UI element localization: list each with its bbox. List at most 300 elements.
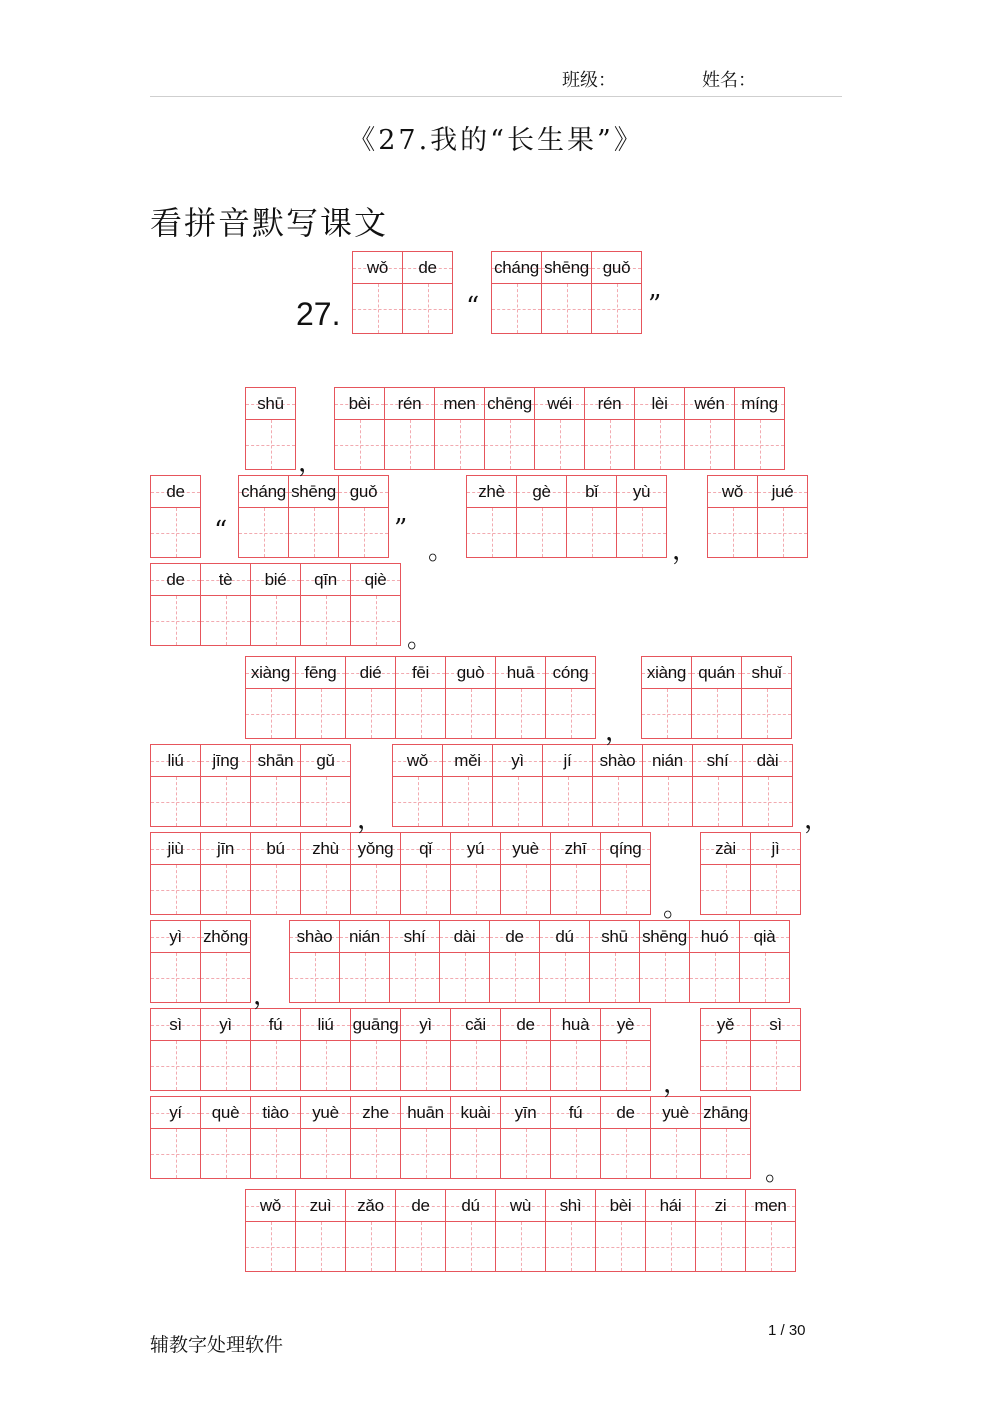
page-title: 《27.我的“长生果”》 <box>348 125 644 156</box>
pinyin-box <box>740 921 789 953</box>
pinyin-text: kuài <box>460 1102 491 1122</box>
writing-box[interactable] <box>401 865 450 914</box>
writing-box[interactable] <box>151 865 200 914</box>
pinyin-text: qiè <box>364 569 387 589</box>
pinyin-text: men <box>443 393 476 413</box>
pinyin-box <box>301 1097 350 1129</box>
pinyin-text: què <box>211 1102 240 1122</box>
char-cell <box>250 832 301 915</box>
writing-box[interactable] <box>246 1222 295 1271</box>
writing-box[interactable] <box>635 420 684 469</box>
writing-box[interactable] <box>746 1222 795 1271</box>
writing-box[interactable] <box>201 777 250 826</box>
pinyin-text: de <box>516 1014 535 1034</box>
pinyin-box <box>151 564 200 596</box>
char-cell <box>545 656 596 739</box>
writing-box[interactable] <box>701 865 750 914</box>
char-cell <box>634 387 685 470</box>
char-cell <box>641 656 692 739</box>
char-cell <box>489 920 540 1003</box>
writing-box[interactable] <box>751 865 800 914</box>
comma: ， <box>605 717 632 747</box>
writing-box[interactable] <box>251 777 300 826</box>
char-cell <box>500 832 551 915</box>
char-cell <box>516 475 567 558</box>
pinyin-text: dú <box>555 926 574 946</box>
char-cell <box>545 1189 596 1272</box>
char-cell <box>200 920 251 1003</box>
pinyin-box <box>490 921 539 953</box>
writing-box[interactable] <box>246 689 295 738</box>
writing-box[interactable] <box>551 1129 600 1178</box>
char-cell <box>395 656 446 739</box>
char-cell <box>334 387 385 470</box>
pinyin-box <box>496 657 545 689</box>
pinyin-box <box>446 1190 495 1222</box>
char-group <box>466 475 666 558</box>
pinyin-box <box>743 745 792 777</box>
writing-box[interactable] <box>651 1129 700 1178</box>
char-cell <box>492 744 543 827</box>
writing-box[interactable] <box>401 1041 450 1090</box>
writing-box[interactable] <box>551 1041 600 1090</box>
pinyin-box <box>296 1190 345 1222</box>
section-title: 看拼音默写课文 <box>150 204 389 242</box>
writing-box[interactable] <box>496 689 545 738</box>
writing-box[interactable] <box>593 777 642 826</box>
char-cell <box>402 251 453 334</box>
char-cell <box>150 744 201 827</box>
char-group <box>392 744 792 827</box>
pinyin-box <box>601 833 650 865</box>
writing-box[interactable] <box>351 596 400 645</box>
writing-box[interactable] <box>642 689 691 738</box>
writing-box[interactable] <box>567 508 616 557</box>
writing-box[interactable] <box>351 1129 400 1178</box>
char-cell <box>250 563 301 646</box>
writing-box[interactable] <box>151 777 200 826</box>
pinyin-box <box>151 833 200 865</box>
pinyin-box <box>251 564 300 596</box>
pinyin-text: wǒ <box>721 481 744 501</box>
pinyin-text: zhù <box>312 838 339 858</box>
pinyin-text: qíng <box>609 838 642 858</box>
writing-box[interactable] <box>585 420 634 469</box>
quote-open: “ <box>466 292 480 322</box>
char-group <box>491 251 641 334</box>
writing-box[interactable] <box>440 953 489 1002</box>
char-cell <box>707 475 758 558</box>
pinyin-box <box>201 564 250 596</box>
char-cell <box>445 1189 496 1272</box>
writing-box[interactable] <box>485 420 534 469</box>
pinyin-text: shū <box>601 926 628 946</box>
char-cell <box>591 251 642 334</box>
char-cell <box>400 832 451 915</box>
pinyin-box <box>742 657 791 689</box>
writing-box[interactable] <box>690 953 739 1002</box>
writing-box[interactable] <box>601 1129 650 1178</box>
writing-box[interactable] <box>696 1222 745 1271</box>
pinyin-text: shí <box>403 926 426 946</box>
writing-box[interactable] <box>617 508 666 557</box>
pinyin-box <box>701 1097 750 1129</box>
char-cell <box>550 1096 601 1179</box>
writing-box[interactable] <box>385 420 434 469</box>
pinyin-box <box>239 476 288 508</box>
pinyin-box <box>443 745 492 777</box>
writing-box[interactable] <box>467 508 516 557</box>
pinyin-text: yú <box>466 838 485 858</box>
pinyin-box <box>246 388 295 420</box>
char-cell <box>300 1096 351 1179</box>
pinyin-text: wǒ <box>406 750 429 770</box>
pinyin-text: dié <box>359 662 382 682</box>
pinyin-text: jīng <box>212 750 239 770</box>
writing-box[interactable] <box>251 1041 300 1090</box>
pinyin-box <box>693 745 742 777</box>
pinyin-text: bié <box>264 569 287 589</box>
char-cell <box>150 920 201 1003</box>
writing-box[interactable] <box>396 689 445 738</box>
writing-box[interactable] <box>740 953 789 1002</box>
char-cell <box>295 1189 346 1272</box>
writing-box[interactable] <box>346 1222 395 1271</box>
writing-box[interactable] <box>643 777 692 826</box>
char-cell <box>595 1189 646 1272</box>
writing-box[interactable] <box>743 777 792 826</box>
writing-box[interactable] <box>501 1041 550 1090</box>
writing-box[interactable] <box>301 596 350 645</box>
pinyin-box <box>543 745 592 777</box>
pinyin-text: de <box>418 257 437 277</box>
pinyin-box <box>251 1097 300 1129</box>
writing-box[interactable] <box>708 508 757 557</box>
quote-close: ” <box>648 290 662 320</box>
writing-box[interactable] <box>301 1129 350 1178</box>
writing-box[interactable] <box>693 777 742 826</box>
pinyin-box <box>201 1009 250 1041</box>
char-cell <box>289 920 340 1003</box>
writing-box[interactable] <box>151 508 200 557</box>
char-cell <box>550 1008 601 1091</box>
writing-box[interactable] <box>742 689 791 738</box>
pinyin-text: chēng <box>487 393 532 413</box>
writing-box[interactable] <box>501 1129 550 1178</box>
pinyin-box <box>201 921 250 953</box>
writing-box[interactable] <box>590 953 639 1002</box>
writing-box[interactable] <box>451 865 500 914</box>
writing-box[interactable] <box>596 1222 645 1271</box>
pinyin-text: shēng <box>642 926 687 946</box>
pinyin-box <box>485 388 534 420</box>
pinyin-text: sì <box>769 1014 782 1034</box>
writing-box[interactable] <box>251 865 300 914</box>
char-cell <box>739 920 790 1003</box>
char-cell <box>500 1008 551 1091</box>
char-cell <box>491 251 542 334</box>
pinyin-text: de <box>166 569 185 589</box>
char-cell <box>700 1096 751 1179</box>
writing-box[interactable] <box>151 1129 200 1178</box>
pinyin-box <box>151 921 200 953</box>
writing-box[interactable] <box>251 596 300 645</box>
pinyin-box <box>346 1190 395 1222</box>
pinyin-box <box>546 657 595 689</box>
pinyin-text: huā <box>506 662 535 682</box>
pinyin-text: sì <box>169 1014 182 1034</box>
pinyin-text: shān <box>257 750 294 770</box>
pinyin-box <box>401 833 450 865</box>
pinyin-text: zi <box>714 1195 727 1215</box>
writing-box[interactable] <box>390 953 439 1002</box>
char-cell <box>350 832 401 915</box>
writing-box[interactable] <box>551 865 600 914</box>
pinyin-text: jì <box>771 838 780 858</box>
writing-box[interactable] <box>646 1222 695 1271</box>
pinyin-text: zhǒng <box>203 926 248 946</box>
pinyin-box <box>617 476 666 508</box>
writing-box[interactable] <box>751 1041 800 1090</box>
char-group <box>238 475 388 558</box>
writing-box[interactable] <box>151 1041 200 1090</box>
pinyin-text: shuǐ <box>751 662 782 682</box>
writing-box[interactable] <box>251 1129 300 1178</box>
pinyin-text: men <box>754 1195 787 1215</box>
pinyin-text: rén <box>597 393 622 413</box>
writing-box[interactable] <box>701 1041 750 1090</box>
writing-box[interactable] <box>451 1041 500 1090</box>
char-cell <box>250 1008 301 1091</box>
pinyin-box <box>335 388 384 420</box>
pinyin-box <box>535 388 584 420</box>
writing-box[interactable] <box>535 420 584 469</box>
char-cell <box>600 1096 651 1179</box>
writing-box[interactable] <box>517 508 566 557</box>
pinyin-box <box>696 1190 745 1222</box>
pinyin-box <box>346 657 395 689</box>
writing-box[interactable] <box>496 1222 545 1271</box>
comma: ， <box>804 805 831 835</box>
pinyin-box <box>151 476 200 508</box>
char-cell <box>442 744 493 827</box>
char-cell <box>742 744 793 827</box>
pinyin-text: xiàng <box>250 662 291 682</box>
page-number: 1 / 30 <box>768 1322 806 1339</box>
pinyin-text: zhāng <box>703 1102 748 1122</box>
pinyin-box <box>340 921 389 953</box>
pinyin-text: shí <box>706 750 729 770</box>
pinyin-text: guò <box>456 662 485 682</box>
char-group <box>641 656 791 739</box>
pinyin-text: shào <box>599 750 636 770</box>
writing-box[interactable] <box>540 953 589 1002</box>
char-cell <box>600 832 651 915</box>
writing-box[interactable] <box>335 420 384 469</box>
pinyin-box <box>590 921 639 953</box>
pinyin-box <box>646 1190 695 1222</box>
writing-box[interactable] <box>492 284 541 333</box>
writing-box[interactable] <box>296 1222 345 1271</box>
pinyin-box <box>201 833 250 865</box>
pinyin-box <box>351 833 400 865</box>
writing-box[interactable] <box>239 508 288 557</box>
writing-box[interactable] <box>493 777 542 826</box>
char-group <box>150 920 250 1003</box>
pinyin-text: fú <box>568 1102 583 1122</box>
char-cell <box>200 1008 251 1091</box>
writing-box[interactable] <box>339 508 388 557</box>
writing-box[interactable] <box>301 1041 350 1090</box>
period: 。 <box>765 1157 792 1187</box>
writing-box[interactable] <box>640 953 689 1002</box>
pinyin-box <box>492 252 541 284</box>
writing-box[interactable] <box>443 777 492 826</box>
pinyin-box <box>642 657 691 689</box>
comma: ， <box>253 981 280 1011</box>
writing-box[interactable] <box>301 865 350 914</box>
char-cell <box>600 1008 651 1091</box>
pinyin-text: guǒ <box>602 257 631 277</box>
pinyin-text: wù <box>509 1195 532 1215</box>
char-cell <box>745 1189 796 1272</box>
writing-box[interactable] <box>546 689 595 738</box>
writing-box[interactable] <box>301 777 350 826</box>
writing-box[interactable] <box>446 689 495 738</box>
writing-box[interactable] <box>601 865 650 914</box>
pinyin-text: fēi <box>411 662 430 682</box>
pinyin-box <box>451 1097 500 1129</box>
writing-box[interactable] <box>451 1129 500 1178</box>
pinyin-text: guāng <box>352 1014 399 1034</box>
pinyin-box <box>567 476 616 508</box>
char-cell <box>550 832 601 915</box>
writing-box[interactable] <box>692 689 741 738</box>
writing-box[interactable] <box>501 865 550 914</box>
char-cell <box>200 744 251 827</box>
char-group <box>150 832 650 915</box>
char-group <box>707 475 807 558</box>
char-cell <box>300 832 351 915</box>
writing-box[interactable] <box>151 953 200 1002</box>
pinyin-box <box>351 564 400 596</box>
char-cell <box>650 1096 701 1179</box>
pinyin-text: cháng <box>494 257 539 277</box>
writing-box[interactable] <box>735 420 784 469</box>
comma: ， <box>672 536 699 566</box>
writing-box[interactable] <box>246 420 295 469</box>
comma: ， <box>357 805 384 835</box>
char-cell <box>200 563 251 646</box>
char-cell <box>484 387 535 470</box>
pinyin-box <box>435 388 484 420</box>
pinyin-box <box>246 1190 295 1222</box>
char-cell <box>695 1189 746 1272</box>
char-cell <box>288 475 339 558</box>
writing-box[interactable] <box>289 508 338 557</box>
char-cell <box>645 1189 696 1272</box>
writing-box[interactable] <box>346 689 395 738</box>
pinyin-text: zǎo <box>357 1195 384 1215</box>
char-cell <box>200 1096 251 1179</box>
writing-box[interactable] <box>201 596 250 645</box>
pinyin-box <box>690 921 739 953</box>
pinyin-box <box>551 1009 600 1041</box>
pinyin-box <box>451 833 500 865</box>
char-group <box>245 387 295 470</box>
writing-box[interactable] <box>403 284 452 333</box>
writing-box[interactable] <box>290 953 339 1002</box>
char-cell <box>500 1096 551 1179</box>
char-cell <box>584 387 635 470</box>
writing-box[interactable] <box>592 284 641 333</box>
char-cell <box>400 1096 451 1179</box>
writing-box[interactable] <box>601 1041 650 1090</box>
writing-box[interactable] <box>201 1041 250 1090</box>
char-group <box>352 251 452 334</box>
writing-box[interactable] <box>542 284 591 333</box>
writing-box[interactable] <box>546 1222 595 1271</box>
char-cell <box>750 1008 801 1091</box>
pinyin-text: qīn <box>314 569 337 589</box>
char-cell <box>338 475 389 558</box>
writing-box[interactable] <box>393 777 442 826</box>
pinyin-box <box>501 1097 550 1129</box>
writing-box[interactable] <box>351 865 400 914</box>
writing-box[interactable] <box>351 1041 400 1090</box>
pinyin-box <box>540 921 589 953</box>
pinyin-text: míng <box>741 393 778 413</box>
pinyin-text: wén <box>694 393 725 413</box>
char-cell <box>392 744 443 827</box>
pinyin-text: shēng <box>544 257 589 277</box>
writing-box[interactable] <box>353 284 402 333</box>
writing-box[interactable] <box>758 508 807 557</box>
char-cell <box>150 1096 201 1179</box>
pinyin-text: yuè <box>512 838 539 858</box>
writing-box[interactable] <box>446 1222 495 1271</box>
pinyin-box <box>746 1190 795 1222</box>
writing-box[interactable] <box>296 689 345 738</box>
pinyin-box <box>685 388 734 420</box>
writing-box[interactable] <box>401 1129 450 1178</box>
writing-box[interactable] <box>201 953 250 1002</box>
char-cell <box>300 1008 351 1091</box>
writing-box[interactable] <box>701 1129 750 1178</box>
writing-box[interactable] <box>435 420 484 469</box>
writing-box[interactable] <box>151 596 200 645</box>
pinyin-box <box>251 1009 300 1041</box>
writing-box[interactable] <box>685 420 734 469</box>
pinyin-box <box>301 833 350 865</box>
writing-box[interactable] <box>490 953 539 1002</box>
writing-box[interactable] <box>201 865 250 914</box>
pinyin-box <box>246 657 295 689</box>
pinyin-text: de <box>411 1195 430 1215</box>
char-cell <box>352 251 403 334</box>
pinyin-box <box>201 745 250 777</box>
pinyin-text: lèi <box>651 393 668 413</box>
pinyin-text: cháng <box>241 481 286 501</box>
pinyin-text: yuè <box>662 1102 689 1122</box>
char-cell <box>150 1008 201 1091</box>
writing-box[interactable] <box>543 777 592 826</box>
writing-box[interactable] <box>340 953 389 1002</box>
pinyin-text: yì <box>419 1014 432 1034</box>
pinyin-box <box>596 1190 645 1222</box>
writing-box[interactable] <box>201 1129 250 1178</box>
writing-box[interactable] <box>396 1222 445 1271</box>
